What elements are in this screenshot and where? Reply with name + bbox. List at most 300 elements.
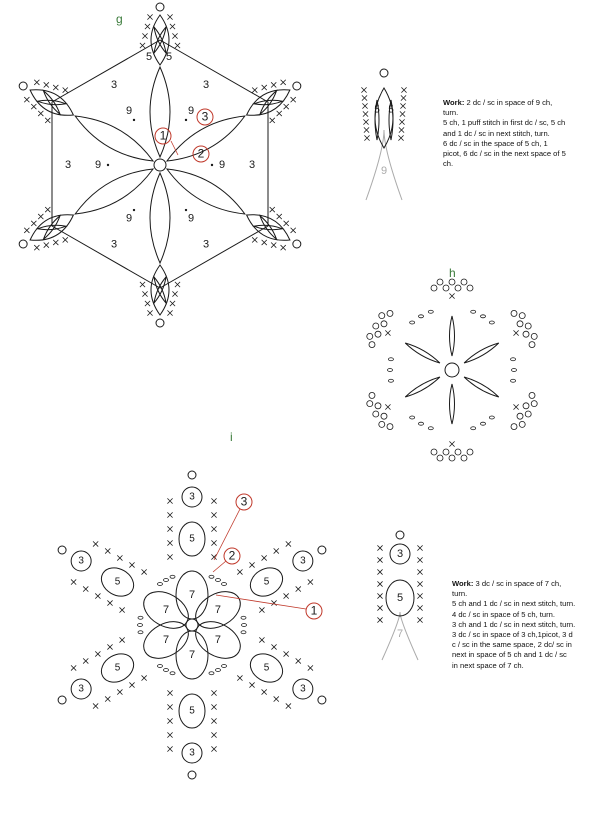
h-picot xyxy=(379,313,385,319)
i-chain xyxy=(222,664,227,667)
i-chain xyxy=(209,575,214,578)
i-number-3: 3 xyxy=(78,555,84,567)
i-line-4: 3 ch and 1 dc / sc in next stitch, turn. xyxy=(452,619,576,629)
picot xyxy=(293,82,301,90)
stitch-x xyxy=(44,82,49,87)
h-chain xyxy=(489,416,494,419)
stitch-x xyxy=(167,554,172,559)
stitch-x xyxy=(211,746,216,751)
stitch-x xyxy=(252,87,257,92)
stitch-x xyxy=(364,127,369,132)
g-number-3: 3 xyxy=(202,238,210,251)
g-line-5: picot, 6 dc / sc in the next space of 5 xyxy=(443,149,566,159)
stitch-x xyxy=(129,562,134,567)
stitch-x xyxy=(53,85,58,90)
stitch-x xyxy=(385,330,390,335)
g-number-9: 9 xyxy=(94,158,102,171)
i-chain xyxy=(170,575,175,578)
picot xyxy=(58,696,66,704)
i-detail-number-3: 3 xyxy=(396,547,404,560)
stitch-x xyxy=(513,330,518,335)
picot xyxy=(188,771,196,779)
chain-dot xyxy=(107,164,109,166)
stitch-x xyxy=(271,242,276,247)
h-picot xyxy=(523,403,529,409)
diagram-label-i: i xyxy=(230,430,233,444)
chain-dot xyxy=(211,164,213,166)
g-number-3: 3 xyxy=(64,158,72,171)
stitch-x xyxy=(145,301,150,306)
picot xyxy=(19,240,27,248)
chain-dot xyxy=(133,209,135,211)
chain-dot xyxy=(133,119,135,121)
i-number-7: 7 xyxy=(188,588,196,601)
i-line-1: turn. xyxy=(452,589,468,599)
i-number-5: 5 xyxy=(114,576,121,588)
stitch-x xyxy=(291,97,296,102)
stitch-x xyxy=(211,690,216,695)
stitch-x xyxy=(284,593,289,598)
g-number-3: 3 xyxy=(202,79,210,92)
h-center-ring xyxy=(445,363,459,377)
stitch-x xyxy=(513,404,518,409)
stitch-x xyxy=(142,291,147,296)
h-chain xyxy=(388,358,393,361)
stitch-x xyxy=(377,569,382,574)
i-number-5: 5 xyxy=(189,705,195,717)
stitch-x xyxy=(417,593,422,598)
g-point-inner xyxy=(154,277,166,303)
h-picot xyxy=(525,411,531,417)
h-chain xyxy=(512,369,517,372)
h-picot xyxy=(511,424,517,430)
i-line-5: 3 dc / sc in space of 3 ch,1picot, 3 d xyxy=(452,630,573,640)
stitch-x xyxy=(259,607,264,612)
g-points xyxy=(19,3,301,327)
stitch-x xyxy=(249,562,254,567)
stitch-x xyxy=(449,293,454,298)
g-point-inner xyxy=(254,225,283,229)
i-number-7: 7 xyxy=(162,633,170,646)
h-picot xyxy=(369,342,375,348)
i-chain xyxy=(157,664,162,667)
stitch-x xyxy=(277,214,282,219)
stitch-x xyxy=(237,675,242,680)
stitch-x xyxy=(417,617,422,622)
i-chain xyxy=(222,583,227,586)
stitch-x xyxy=(296,586,301,591)
h-spoke xyxy=(450,384,455,424)
stitch-x xyxy=(377,557,382,562)
stitch-x xyxy=(63,87,68,92)
i-number-3: 3 xyxy=(189,491,195,503)
stitch-x xyxy=(417,545,422,550)
h-picot xyxy=(437,279,443,285)
i-number-5: 5 xyxy=(114,662,121,674)
stitch-x xyxy=(308,579,313,584)
h-picot xyxy=(381,321,387,327)
h-picot xyxy=(455,449,461,455)
h-picot xyxy=(375,403,381,409)
stitch-x xyxy=(363,111,368,116)
chain-dot xyxy=(185,119,187,121)
stitch-x xyxy=(175,43,180,48)
g-line-3: and 1 dc / sc in next stitch, turn. xyxy=(443,128,550,138)
i-number-3: 3 xyxy=(189,747,195,759)
h-picot xyxy=(525,323,531,329)
stitch-x xyxy=(401,87,406,92)
h-picot xyxy=(375,331,381,337)
stitch-x xyxy=(31,104,36,109)
stitch-x xyxy=(172,291,177,296)
stitch-x xyxy=(271,644,276,649)
stitch-x xyxy=(259,637,264,642)
i-callout-2: 2 xyxy=(228,548,236,563)
stitch-x xyxy=(167,718,172,723)
g-point xyxy=(151,265,169,315)
picot xyxy=(318,546,326,554)
picot xyxy=(293,240,301,248)
h-picot xyxy=(461,279,467,285)
stitch-x xyxy=(385,404,390,409)
h-picot xyxy=(529,342,535,348)
stitch-x xyxy=(142,675,147,680)
i-chain xyxy=(216,669,221,672)
g-outer-hexagon xyxy=(52,40,268,288)
stitch-x xyxy=(170,301,175,306)
stitch-x xyxy=(277,111,282,116)
i-instructions xyxy=(452,579,612,671)
stitch-x xyxy=(83,658,88,663)
h-picot xyxy=(373,411,379,417)
g-line-1: turn. xyxy=(443,108,459,118)
stitch-x xyxy=(262,689,267,694)
g-number-3: 3 xyxy=(248,158,256,171)
i-chain xyxy=(170,672,175,675)
h-picot xyxy=(443,449,449,455)
g-number-9: 9 xyxy=(125,105,133,118)
stitch-x xyxy=(167,512,172,517)
stitch-x xyxy=(170,24,175,29)
h-picot xyxy=(531,333,537,339)
stitch-x xyxy=(286,703,291,708)
h-picot xyxy=(529,392,535,398)
stitch-x xyxy=(377,617,382,622)
i-line-8: in next space of 7 ch. xyxy=(452,660,524,670)
h-picot xyxy=(519,313,525,319)
stitch-x xyxy=(38,214,43,219)
picot xyxy=(58,546,66,554)
stitch-x xyxy=(377,581,382,586)
h-picot xyxy=(467,285,473,291)
i-line-7: next in space of 5 ch and 1 dc / sc xyxy=(452,650,567,660)
stitch-x xyxy=(167,14,172,19)
i-detail-number-5: 5 xyxy=(396,591,404,604)
i-number-3: 3 xyxy=(300,683,306,695)
i-line-2: 5 ch and 1 dc / sc in next stitch, turn. xyxy=(452,599,576,609)
stitch-x xyxy=(398,135,403,140)
callout-leader xyxy=(216,595,306,609)
stitch-x xyxy=(167,526,172,531)
stitch-x xyxy=(24,97,29,102)
g-number-9: 9 xyxy=(218,158,226,171)
stitch-x xyxy=(211,704,216,709)
stitch-x xyxy=(95,651,100,656)
h-picot xyxy=(519,421,525,427)
stitch-x xyxy=(140,43,145,48)
stitch-x xyxy=(93,541,98,546)
stitch-x xyxy=(71,665,76,670)
h-picot xyxy=(517,321,523,327)
g-line-6: ch. xyxy=(443,159,454,169)
h-spoke xyxy=(405,343,440,363)
i-number-5: 5 xyxy=(189,533,195,545)
i-work-heading: Work: xyxy=(452,579,474,588)
stitch-x xyxy=(44,242,49,247)
g-work-heading: Work: xyxy=(443,98,465,107)
stitch-x xyxy=(362,95,367,100)
stitch-x xyxy=(167,746,172,751)
h-picot xyxy=(467,449,473,455)
stitch-x xyxy=(417,581,422,586)
i-detail-graphic xyxy=(377,531,422,660)
stitch-x xyxy=(120,637,125,642)
stitch-x xyxy=(211,718,216,723)
stitch-x xyxy=(175,282,180,287)
stitch-x xyxy=(363,119,368,124)
stitch-x xyxy=(167,704,172,709)
stitch-x xyxy=(249,682,254,687)
g-callout-2: 2 xyxy=(197,146,205,161)
stitch-x xyxy=(24,228,29,233)
i-number-5: 5 xyxy=(263,576,270,588)
g-detail-number-5: 5 xyxy=(388,104,394,116)
picot xyxy=(19,82,27,90)
picot xyxy=(380,69,388,77)
stitch-x xyxy=(120,607,125,612)
stitch-x xyxy=(449,441,454,446)
h-chain xyxy=(471,310,476,313)
h-picot xyxy=(455,285,461,291)
g-detail-number-9: 9 xyxy=(380,164,388,177)
h-picot xyxy=(511,310,517,316)
h-chain xyxy=(428,310,433,313)
stitch-x xyxy=(211,540,216,545)
stitch-x xyxy=(93,703,98,708)
diagram-label-h: h xyxy=(449,266,456,280)
i-callout-1: 1 xyxy=(310,603,318,618)
stitch-x xyxy=(211,526,216,531)
diagram-i-graphic xyxy=(58,471,326,779)
i-chain xyxy=(241,631,246,634)
callout-leader xyxy=(171,141,178,155)
stitch-x xyxy=(377,545,382,550)
stitch-x xyxy=(211,498,216,503)
h-picot xyxy=(431,285,437,291)
g-petal xyxy=(167,169,245,214)
g-number-5: 5 xyxy=(145,50,153,63)
stitch-x xyxy=(147,310,152,315)
h-chain xyxy=(410,321,415,324)
h-picot xyxy=(387,424,393,430)
stitch-x xyxy=(53,240,58,245)
i-chain xyxy=(138,631,143,634)
stitch-x xyxy=(281,80,286,85)
stitch-x xyxy=(296,658,301,663)
stitch-x xyxy=(291,228,296,233)
h-chain xyxy=(481,422,486,425)
stitch-x xyxy=(400,111,405,116)
stitch-x xyxy=(417,557,422,562)
stitch-x xyxy=(284,104,289,109)
diagram-h-graphic xyxy=(367,279,537,461)
picot xyxy=(156,3,164,11)
stitch-x xyxy=(284,651,289,656)
stitch-x xyxy=(400,103,405,108)
stitch-x xyxy=(308,665,313,670)
h-picot xyxy=(461,455,467,461)
h-chain xyxy=(511,379,516,382)
stitch-x xyxy=(34,245,39,250)
i-line-0: 3 dc / sc in space of 7 ch, xyxy=(475,579,562,588)
h-chain xyxy=(511,358,516,361)
g-number-3: 3 xyxy=(110,79,118,92)
h-chain xyxy=(419,315,424,318)
i-number-7: 7 xyxy=(188,648,196,661)
stitch-x xyxy=(284,221,289,226)
stitch-x xyxy=(211,512,216,517)
h-chain xyxy=(388,369,393,372)
i-chain xyxy=(138,616,143,619)
h-picot xyxy=(379,421,385,427)
h-spoke xyxy=(464,343,499,363)
i-chain xyxy=(138,624,143,627)
stitch-x xyxy=(167,310,172,315)
g-line-4: 6 dc / sc in the space of 5 ch, 1 xyxy=(443,138,548,148)
i-number-5: 5 xyxy=(263,662,270,674)
stitch-x xyxy=(274,696,279,701)
stitch-x xyxy=(117,689,122,694)
picot xyxy=(156,319,164,327)
callout-leader xyxy=(213,561,226,572)
chain-dot xyxy=(185,209,187,211)
stitch-x xyxy=(167,498,172,503)
stitch-x xyxy=(142,33,147,38)
g-line-2: 5 ch, 1 puff stitch in first dc / sc, 5 ch xyxy=(443,118,566,128)
stitch-x xyxy=(262,555,267,560)
stitch-x xyxy=(262,240,267,245)
i-chain xyxy=(164,578,169,581)
h-picot xyxy=(531,401,537,407)
stitch-x xyxy=(252,237,257,242)
stitch-x xyxy=(399,119,404,124)
i-line-6: c / sc in the same space, 2 dc/ sc in xyxy=(452,640,572,650)
h-spoke xyxy=(405,377,440,397)
stitch-x xyxy=(129,682,134,687)
stitch-x xyxy=(417,605,422,610)
h-chain xyxy=(481,315,486,318)
stitch-x xyxy=(401,95,406,100)
i-chain xyxy=(241,616,246,619)
stitch-x xyxy=(377,605,382,610)
i-chain xyxy=(216,578,221,581)
g-point-inner xyxy=(37,225,66,229)
stitch-x xyxy=(95,593,100,598)
h-picot xyxy=(443,285,449,291)
i-callout-3: 3 xyxy=(240,494,248,509)
stitch-x xyxy=(271,82,276,87)
i-number-7: 7 xyxy=(214,603,222,616)
stitch-x xyxy=(270,118,275,123)
i-number-7: 7 xyxy=(214,633,222,646)
picot xyxy=(318,696,326,704)
g-callout-1: 1 xyxy=(159,128,167,143)
h-picot xyxy=(367,333,373,339)
h-picot xyxy=(369,392,375,398)
stitch-x xyxy=(167,540,172,545)
h-picot xyxy=(517,413,523,419)
picot xyxy=(396,531,404,539)
stitch-x xyxy=(34,80,39,85)
stitch-x xyxy=(45,207,50,212)
h-picot xyxy=(431,449,437,455)
h-spoke xyxy=(464,377,499,397)
i-chain xyxy=(209,672,214,675)
h-chain xyxy=(419,422,424,425)
i-number-3: 3 xyxy=(300,555,306,567)
h-picot xyxy=(387,310,393,316)
h-picot xyxy=(449,455,455,461)
g-number-5: 5 xyxy=(165,50,173,63)
stitch-x xyxy=(167,690,172,695)
h-chain xyxy=(410,416,415,419)
g-detail-graphic xyxy=(361,69,406,200)
i-chain xyxy=(157,583,162,586)
diagram-label-g: g xyxy=(116,12,123,26)
stitch-x xyxy=(105,548,110,553)
h-chain xyxy=(388,379,393,382)
stitch-x xyxy=(286,541,291,546)
stitch-x xyxy=(362,103,367,108)
stitch-x xyxy=(377,593,382,598)
g-instructions xyxy=(443,98,603,169)
stitch-x xyxy=(140,282,145,287)
g-petal xyxy=(75,116,153,161)
h-picot xyxy=(523,331,529,337)
stitch-x xyxy=(237,569,242,574)
g-number-3: 3 xyxy=(110,238,118,251)
i-chain xyxy=(242,624,247,627)
stitch-x xyxy=(147,14,152,19)
g-point-inner xyxy=(154,277,166,303)
stitch-x xyxy=(145,24,150,29)
h-chain xyxy=(471,427,476,430)
stitch-x xyxy=(361,87,366,92)
g-number-9: 9 xyxy=(187,212,195,225)
g-petal xyxy=(75,169,153,214)
stitch-x xyxy=(274,548,279,553)
h-chain xyxy=(489,321,494,324)
i-number-7: 7 xyxy=(162,603,170,616)
i-chain xyxy=(164,669,169,672)
stitch-x xyxy=(105,696,110,701)
stitch-x xyxy=(399,127,404,132)
stitch-x xyxy=(167,732,172,737)
stitch-x xyxy=(38,111,43,116)
i-line-3: 4 dc / sc in space of 5 ch, turn. xyxy=(452,609,555,619)
stitch-x xyxy=(107,644,112,649)
stitch-x xyxy=(262,85,267,90)
